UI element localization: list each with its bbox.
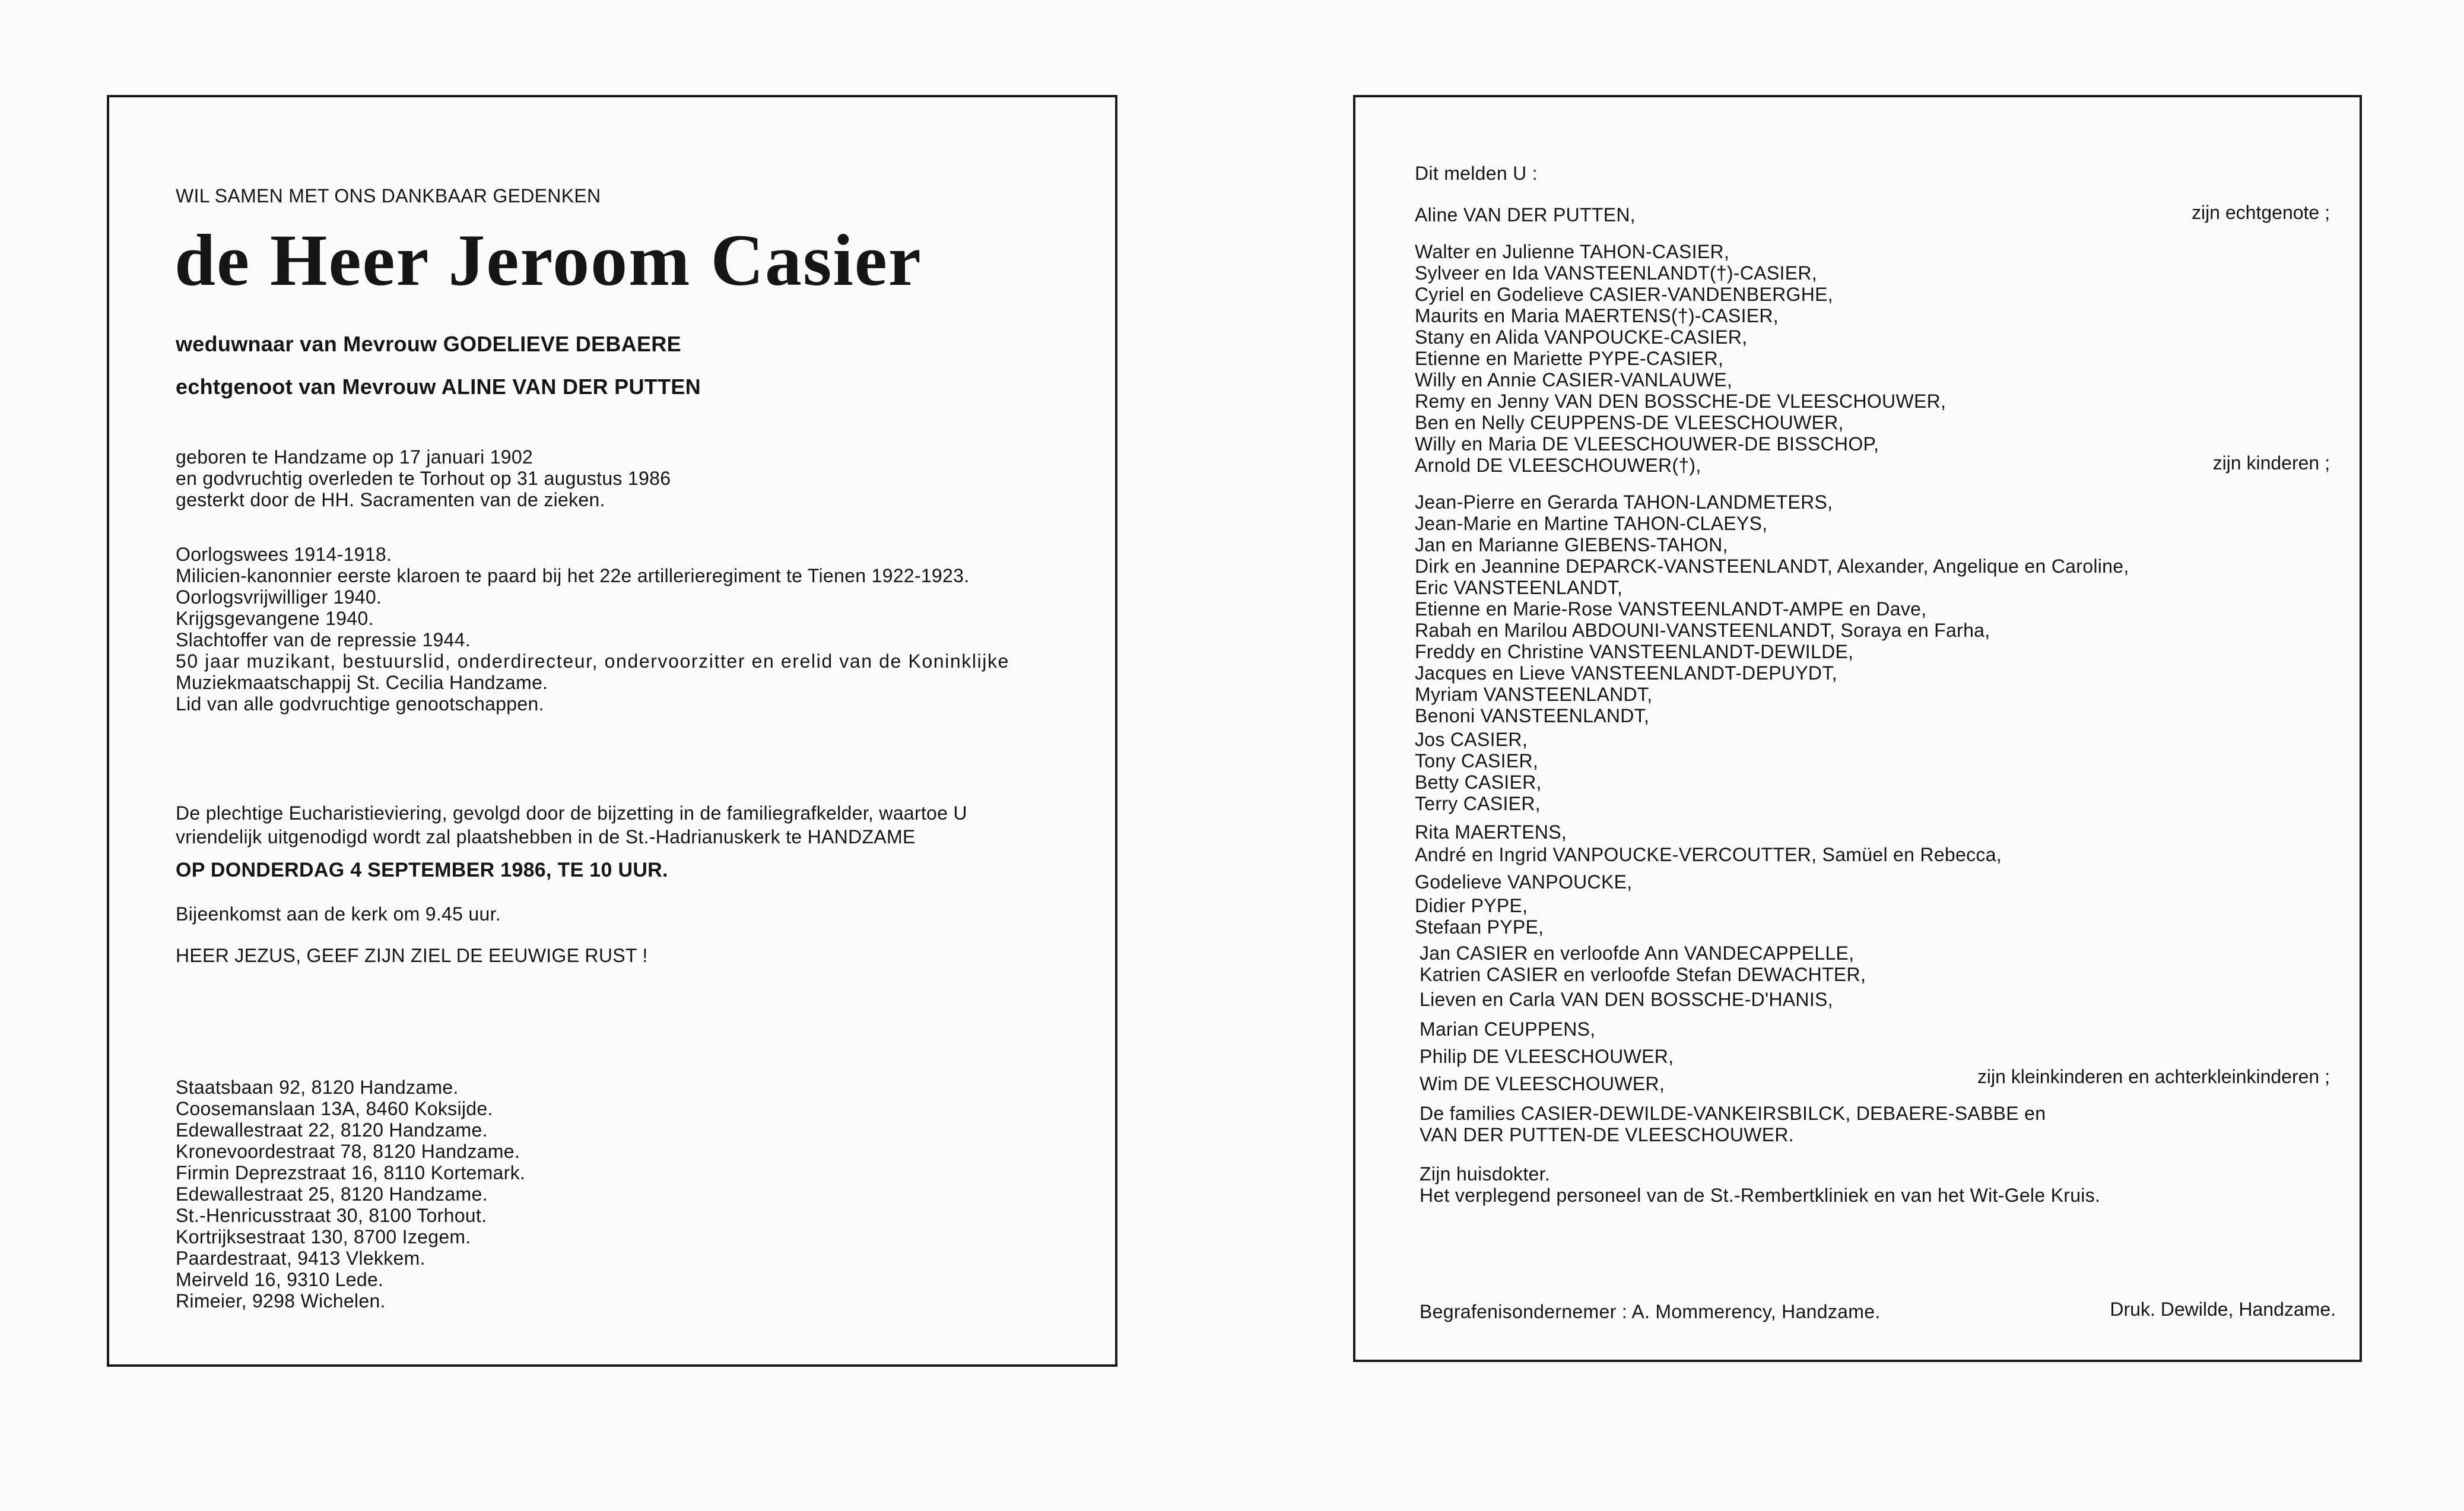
grandchild-line: Jean-Marie en Martine TAHON-CLAEYS, <box>1415 513 1768 534</box>
grandchild-line: Jean-Pierre en Gerarda TAHON-LANDMETERS, <box>1415 491 1833 513</box>
bio-line: 50 jaar muzikant, bestuurslid, onderdirecteur, ondervoorzitter en erelid van de Koninklijke <box>176 650 1009 672</box>
spouse-line: echtgenoot van Mevrouw ALINE VAN DER PUTTEN <box>176 374 701 399</box>
intro-line: WIL SAMEN MET ONS DANKBAAR GEDENKEN <box>176 185 601 207</box>
grandchild-line: Jan CASIER en verloofde Ann VANDECAPPELLE, <box>1420 942 1855 964</box>
grandchildren-casier <box>1415 729 1542 814</box>
bio-line: Slachtoffer van de repressie 1944. <box>176 629 471 650</box>
address-line: Meirveld 16, 9310 Lede. <box>176 1269 384 1290</box>
grandchild-line: Jan en Marianne GIEBENS-TAHON, <box>1415 534 1728 555</box>
child-line: Ben en Nelly CEUPPENS-DE VLEESCHOUWER, <box>1415 412 1844 433</box>
bio-line: Milicien-kanonnier eerste klaroen te paard bij het 22e artillerieregiment te Tienen 1922-1923. <box>176 565 970 586</box>
bio-line: Lid van alle godvruchtige genootschappen. <box>176 693 544 715</box>
address-line: Edewallestraat 22, 8120 Handzame. <box>176 1119 488 1141</box>
grandchild-line: Myriam VANSTEENLANDT, <box>1415 684 1653 705</box>
sacrament-line: gesterkt door de HH. Sacramenten van de zieken. <box>176 489 605 510</box>
grandchild-van-den-bossche: Lieven en Carla VAN DEN BOSSCHE-D'HANIS, <box>1420 989 1833 1010</box>
grandchild-line: Terry CASIER, <box>1415 793 1541 814</box>
grandchild-line: Godelieve VANPOUCKE, <box>1415 871 1633 893</box>
grandchildren-pype <box>1415 895 1544 938</box>
address-line: Paardestraat, 9413 Vlekkem. <box>176 1247 426 1269</box>
care-block <box>1420 1163 2100 1206</box>
grandchild-line: André en Ingrid VANPOUCKE-VERCOUTTER, Samüel en Rebecca, <box>1415 844 2002 865</box>
grandchild-wim: Wim DE VLEESCHOUWER, <box>1420 1073 1665 1094</box>
address-line: St.-Henricusstraat 30, 8100 Torhout. <box>176 1205 487 1226</box>
announce-intro: Dit melden U : <box>1415 163 1538 184</box>
left-card <box>107 95 1117 1367</box>
grandchild-philip: Philip DE VLEESCHOUWER, <box>1420 1046 1674 1067</box>
child-line: Maurits en Maria MAERTENS(†)-CASIER, <box>1415 305 1779 326</box>
grandchild-line: Katrien CASIER en verloofde Stefan DEWACHTER, <box>1420 964 1866 985</box>
biography-block <box>176 544 1009 715</box>
grandchild-ceuppens: Marian CEUPPENS, <box>1420 1018 1596 1040</box>
grandchild-line: Rabah en Marilou ABDOUNI-VANSTEENLANDT, Soraya en Farha, <box>1415 620 1990 641</box>
address-line: Edewallestraat 25, 8120 Handzame. <box>176 1183 488 1205</box>
address-line: Kronevoordestraat 78, 8120 Handzame. <box>176 1141 520 1162</box>
grandchild-line: Benoni VANSTEENLANDT, <box>1415 705 1650 726</box>
child-line: Etienne en Mariette PYPE-CASIER, <box>1415 348 1724 369</box>
child-line: Cyriel en Godelieve CASIER-VANDENBERGHE, <box>1415 284 1833 305</box>
bio-line: Oorlogsvrijwilliger 1940. <box>176 586 382 608</box>
prayer-line: HEER JEZUS, GEEF ZIJN ZIEL DE EEUWIGE RUST ! <box>176 945 648 966</box>
undertaker-line: Begrafenisondernemer : A. Mommerency, Handzame. <box>1420 1301 1881 1322</box>
birth-death-block <box>176 446 671 510</box>
widower-line: weduwnaar van Mevrouw GODELIEVE DEBAERE <box>176 332 681 356</box>
child-line: Willy en Annie CASIER-VANLAUWE, <box>1415 369 1733 391</box>
death-line: en godvruchtig overleden te Torhout op 31 augustus 1986 <box>176 468 671 489</box>
care-line: Het verplegend personeel van de St.-Rembertkliniek en van het Wit-Gele Kruis. <box>1420 1185 2101 1206</box>
address-line: Kortrijksestraat 130, 8700 Izegem. <box>176 1226 471 1247</box>
child-line: Willy en Maria DE VLEESCHOUWER-DE BISSCHOP, <box>1415 433 1879 455</box>
grandchild-maertens: Rita MAERTENS, <box>1415 821 1567 843</box>
grandchild-line: Eric VANSTEENLANDT, <box>1415 577 1623 598</box>
grandchildren-tahon-vansteenlandt <box>1415 491 2129 726</box>
children-block <box>1415 241 1946 476</box>
child-line: Sylveer en Ida VANSTEENLANDT(†)-CASIER, <box>1415 262 1817 284</box>
deceased-name: de Heer Jeroom Casier <box>174 220 922 301</box>
bio-line: Muziekmaatschappij St. Cecilia Handzame. <box>176 672 548 693</box>
bio-line: Oorlogswees 1914-1918. <box>176 544 392 565</box>
grandchild-line: Jos CASIER, <box>1415 729 1528 750</box>
child-line: Walter en Julienne TAHON-CASIER, <box>1415 241 1730 262</box>
grandchildren-vanpoucke <box>1415 844 2002 893</box>
grandchild-line: Etienne en Marie-Rose VANSTEENLANDT-AMPE en Dave, <box>1415 598 1927 620</box>
children-role: zijn kinderen ; <box>2212 452 2330 474</box>
grandchildren-casier-engaged <box>1420 942 1866 985</box>
grandchild-line: Betty CASIER, <box>1415 772 1542 793</box>
grandchild-line: Jacques en Lieve VANSTEENLANDT-DEPUYDT, <box>1415 662 1837 684</box>
service-line: vriendelijk uitgenodigd wordt zal plaatshebben in de St.-Hadrianuskerk te HANDZAME <box>176 826 916 847</box>
service-block <box>176 801 967 849</box>
printer-line: Druk. Dewilde, Handzame. <box>2110 1299 2336 1320</box>
grandchild-line: Tony CASIER, <box>1415 750 1539 772</box>
address-line: Firmin Deprezstraat 16, 8110 Kortemark. <box>176 1162 526 1183</box>
service-line: De plechtige Eucharistieviering, gevolgd door de bijzetting in de familiegrafkelder, waartoe U <box>176 802 967 824</box>
right-card <box>1353 95 2362 1362</box>
grandchild-line: Freddy en Christine VANSTEENLANDT-DEWILDE, <box>1415 641 1854 662</box>
bio-line: Krijgsgevangene 1940. <box>176 608 374 629</box>
service-date: OP DONDERDAG 4 SEPTEMBER 1986, TE 10 UUR. <box>176 859 668 881</box>
grandchild-line: Didier PYPE, <box>1415 895 1528 916</box>
address-line: Rimeier, 9298 Wichelen. <box>176 1290 386 1312</box>
grandchildren-role: zijn kleinkinderen en achterkleinkinderen ; <box>1977 1066 2330 1087</box>
spouse-role: zijn echtgenote ; <box>2191 202 2330 223</box>
gathering-line: Bijeenkomst aan de kerk om 9.45 uur. <box>176 903 501 925</box>
address-line: Coosemanslaan 13A, 8460 Koksijde. <box>176 1098 493 1119</box>
child-line: Remy en Jenny VAN DEN BOSSCHE-DE VLEESCHOUWER, <box>1415 391 1947 412</box>
birth-line: geboren te Handzame op 17 januari 1902 <box>176 446 534 468</box>
spouse-name: Aline VAN DER PUTTEN, <box>1415 204 1636 226</box>
families-block <box>1420 1103 2046 1145</box>
address-line: Staatsbaan 92, 8120 Handzame. <box>176 1077 459 1098</box>
addresses-block <box>176 1077 525 1312</box>
care-line: Zijn huisdokter. <box>1420 1163 1551 1185</box>
child-line: Stany en Alida VANPOUCKE-CASIER, <box>1415 326 1748 348</box>
family-line: De families CASIER-DEWILDE-VANKEIRSBILCK, DEBAERE-SABBE en <box>1420 1103 2046 1124</box>
child-line: Arnold DE VLEESCHOUWER(†), <box>1415 455 1701 476</box>
grandchild-line: Stefaan PYPE, <box>1415 916 1544 938</box>
family-line: VAN DER PUTTEN-DE VLEESCHOUWER. <box>1420 1124 1795 1145</box>
grandchild-line: Dirk en Jeannine DEPARCK-VANSTEENLANDT, Alexander, Angelique en Caroline, <box>1415 555 2129 577</box>
